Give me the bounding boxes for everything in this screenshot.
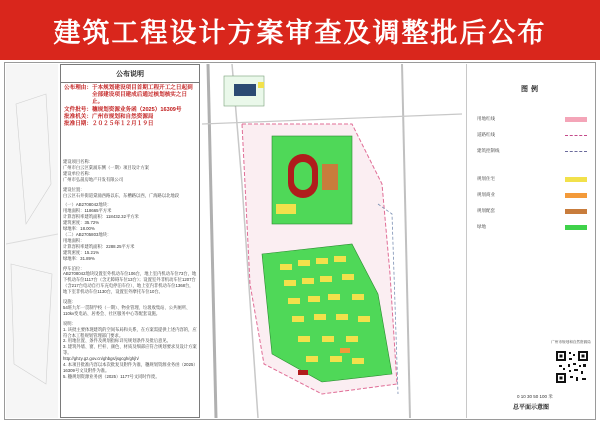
spec-line: 广州市白云区棠涌东侧（一期）项目设计方案: [63, 164, 149, 170]
spec-line: 计算容积率建筑面积：118432.32平方米: [63, 214, 139, 220]
spec-line: （二）AB2705803地块：: [63, 231, 112, 237]
legend-item-road-line: 道路红线: [477, 130, 587, 140]
spec-line: 广州市弘晟房地产开发有限公司: [63, 176, 124, 182]
qr-caption: 广州市规划和自然资源局: [551, 340, 591, 344]
site-plan: [202, 64, 462, 418]
spec-line: 3. 建筑外墙、窗、栏杆、颜色、材质及细部应符合规划要求及设计方案等。: [63, 344, 197, 356]
spec-line: 1. 该批主要体现建筑的空间布局和关系，在方案需提供上述内容的，应符合本工程规划管理部门要求。: [63, 326, 197, 338]
spec-line: 建设项目名称：: [63, 159, 94, 164]
spec-line: 2. 用地位置、条件及规划指标详见规划条件及批后意见。: [63, 338, 171, 344]
spec-line: 建筑密度：35.72%: [63, 220, 100, 226]
spec-line: 建设位置：: [63, 186, 85, 192]
notice-panel: [60, 64, 200, 418]
spec-line: 建设单位名称：: [63, 170, 94, 176]
page-title: 建筑工程设计方案审查及调整批后公布: [0, 0, 600, 60]
spec-line: 计算容积率建筑面积：2288.25平方米: [63, 243, 135, 249]
legend-item-green: 绿地: [477, 222, 587, 232]
spec-line: AB2708042地块设置室外机动车位106台，地上室内机动车位73台，地下机动车位1117台（含无障碍车位13台）；设置室外非机动车位1207台（含217台电动自行车充电停泊车位），地上室内非机动车位1368台，地下室非机动车位1130台，设置室外摩托车位10台。: [63, 271, 197, 295]
legend-swatch: [565, 209, 587, 214]
spec-line: 5. 穗规划资源业务函（2025）1177号文同时作废。: [63, 373, 160, 379]
notice-row-date: 批准日期： ２０２５年１２月１９日: [64, 121, 154, 128]
notice-row-reason: 公布理由： 于本规划建设项目首期工程开工之日起到全部建设项目建成后通过核划核实之日止。: [64, 85, 193, 106]
spec-line: 停车泊位：: [63, 265, 85, 271]
legend-line: [565, 151, 587, 152]
notice-header: 公布说明: [61, 65, 199, 83]
notice-body: [61, 83, 199, 130]
spec-line: 说明：: [63, 320, 76, 326]
spec-line: 用地面积：: [63, 237, 85, 243]
notice-row-doc-number: 文件批号： 穗规划资源业务函（2025）16309号: [64, 106, 182, 113]
legend-swatch: [565, 177, 587, 182]
legend-item-commercial: 规划商业: [477, 190, 587, 200]
spec-line: 设施：: [63, 299, 76, 305]
legend-item-site-boundary: 用地红线: [477, 114, 587, 124]
spec-line: 4. 本项目批准内容以本次批复及附件为准，穗规划资源业务函（2025）16309号文及附件为准。: [63, 362, 196, 373]
legend-line: [565, 135, 587, 136]
legend-item-residential: 规划住宅: [477, 174, 587, 184]
spec-line: 建筑密度：15.21%: [63, 249, 100, 255]
project-spec: [63, 159, 197, 380]
location-diagram: [6, 64, 58, 418]
spec-line: 绿地率：18.00%: [63, 226, 95, 232]
school-campus: [272, 136, 352, 224]
spec-link[interactable]: http://ghzy.gz.gov.cn/ghbgs/jsgcgh/ghjh/: [63, 356, 139, 362]
spec-line: 绿地率：31.89%: [63, 255, 95, 261]
legend-swatch: [565, 225, 587, 230]
qr-code[interactable]: [555, 350, 589, 384]
spec-line: （一）AB2708042地块：: [63, 202, 112, 208]
spec-line: 54班九年一贯制学校（一期）、物业管理、垃圾收集站、公共厕所、110kv变电站、居委会、社区服务中心等配套设施。: [63, 304, 191, 316]
plan-caption: 总平面示意图: [512, 405, 549, 411]
legend-item-facilities: 规划配套: [477, 206, 587, 216]
spec-line: 用地面积：118665平方米: [63, 208, 112, 214]
legend-swatch: [565, 117, 587, 122]
legend-swatch: [565, 193, 587, 198]
north-plot: [224, 76, 264, 106]
legend-title: 图例: [521, 86, 541, 93]
spec-line: 白云区石井街道棠涌西路以东，东槽路以西，广海路以北地段: [63, 192, 180, 198]
legend-item-building-control: 建筑控制线: [477, 146, 587, 156]
scale-bar: 0 10 30 50 100 米: [517, 394, 553, 399]
legend-panel: [466, 64, 594, 418]
notice-row-authority: 批准机关： 广州市规划和自然资源局: [64, 113, 154, 120]
